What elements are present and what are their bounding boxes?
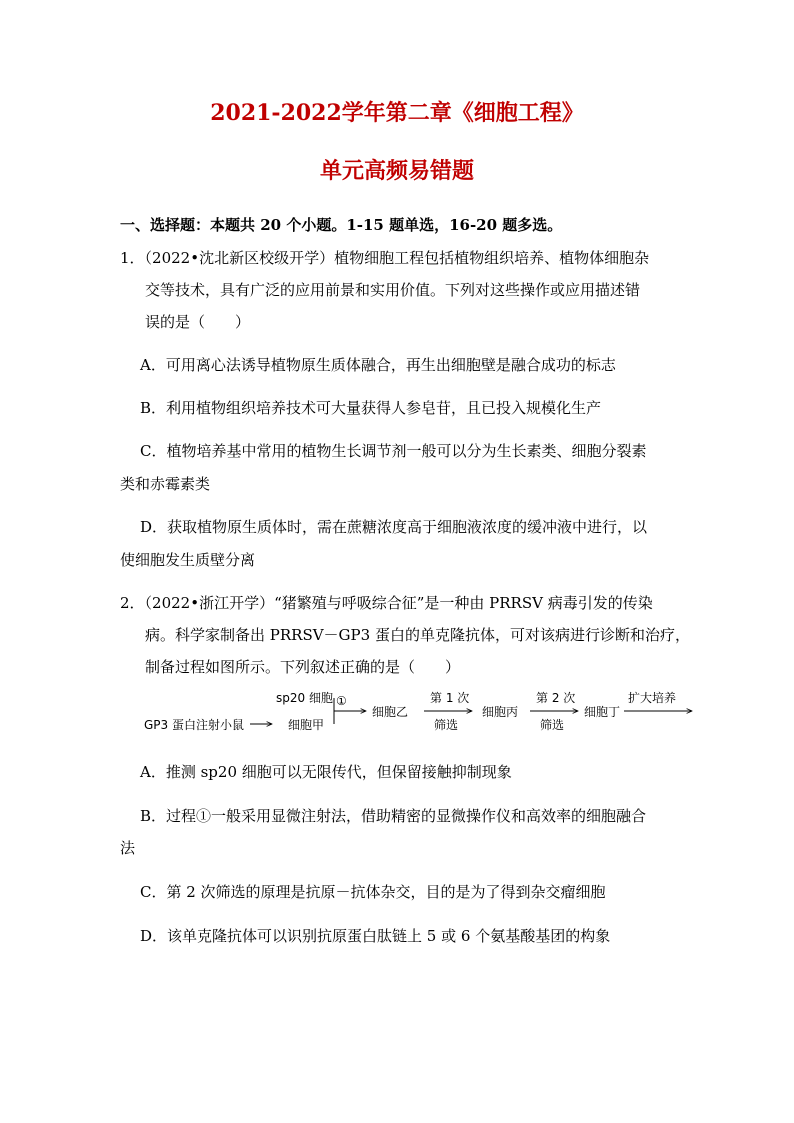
- diagram-step-1-label: ①: [336, 694, 347, 708]
- process-diagram: [140, 688, 700, 738]
- question-2-option-d: D．该单克隆抗体可以识别抗原蛋白肽链上 5 或 6 个氨基酸基团的构象: [140, 927, 611, 945]
- question-2-option-b-line-1: B．过程①一般采用显微注射法，借助精密的显微操作仪和高效率的细胞融合: [140, 807, 647, 825]
- question-1-option-d-line-1: D．获取植物原生质体时，需在蔗糖浓度高于细胞液浓度的缓冲液中进行，以: [140, 518, 648, 536]
- question-2-line-1: 2．（2022•浙江开学）“猪繁殖与呼吸综合征”是一种由 PRRSV 病毒引发的传染: [120, 594, 653, 612]
- diagram-screen-1-bottom: 筛选: [434, 718, 459, 732]
- diagram-cell-c: 细胞丙: [482, 705, 519, 719]
- question-1-line-1: 1．（2022•沈北新区校级开学）植物细胞工程包括植物组织培养、植物体细胞杂: [120, 249, 650, 267]
- question-1-option-c-line-1: C．植物培养基中常用的植物生长调节剂一般可以分为生长素类、细胞分裂素: [140, 442, 647, 460]
- section-heading: 一、选择题：本题共 20 个小题。1-15 题单选，16-20 题多选。: [120, 216, 563, 234]
- question-1-option-a: A．可用离心法诱导植物原生质体融合，再生出细胞壁是融合成功的标志: [140, 356, 616, 374]
- page-title: 2021-2022学年第二章《细胞工程》: [210, 100, 584, 126]
- question-1-line-3: 误的是（ ）: [145, 313, 251, 331]
- diagram-screen-1-top: 第 1 次: [430, 691, 470, 705]
- question-1-option-c-line-2: 类和赤霉素类: [120, 475, 211, 493]
- question-1-line-2: 交等技术，具有广泛的应用前景和实用价值。下列对这些操作或应用描述错: [145, 281, 641, 299]
- diagram-screen-2-bottom: 筛选: [540, 718, 565, 732]
- diagram-cell-b: 细胞乙: [372, 705, 409, 719]
- diagram-screen-2-top: 第 2 次: [536, 691, 576, 705]
- diagram-bottom-cell: 细胞甲: [288, 718, 325, 732]
- page-subtitle: 单元高频易错题: [319, 158, 474, 184]
- question-2-option-a: A．推测 sp20 细胞可以无限传代，但保留接触抑制现象: [140, 763, 512, 781]
- diagram-cell-d: 细胞丁: [584, 705, 621, 719]
- question-2-option-c: C．第 2 次筛选的原理是抗原－抗体杂交，目的是为了得到杂交瘤细胞: [140, 883, 606, 901]
- question-1-option-b: B．利用植物组织培养技术可大量获得人参皂苷，且已投入规模化生产: [140, 399, 602, 417]
- diagram-start-label: GP3 蛋白注射小鼠: [144, 718, 244, 732]
- question-2-line-2: 病。科学家制备出 PRRSV－GP3 蛋白的单克隆抗体，可对该病进行诊断和治疗，: [145, 626, 690, 644]
- question-1-option-d-line-2: 使细胞发生质壁分离: [120, 551, 256, 569]
- diagram-top-cell: sp20 细胞: [276, 691, 333, 705]
- question-2-option-b-line-2: 法: [120, 839, 136, 857]
- question-2-line-3: 制备过程如图所示。下列叙述正确的是（ ）: [145, 658, 461, 676]
- diagram-expand-label: 扩大培养: [628, 691, 677, 705]
